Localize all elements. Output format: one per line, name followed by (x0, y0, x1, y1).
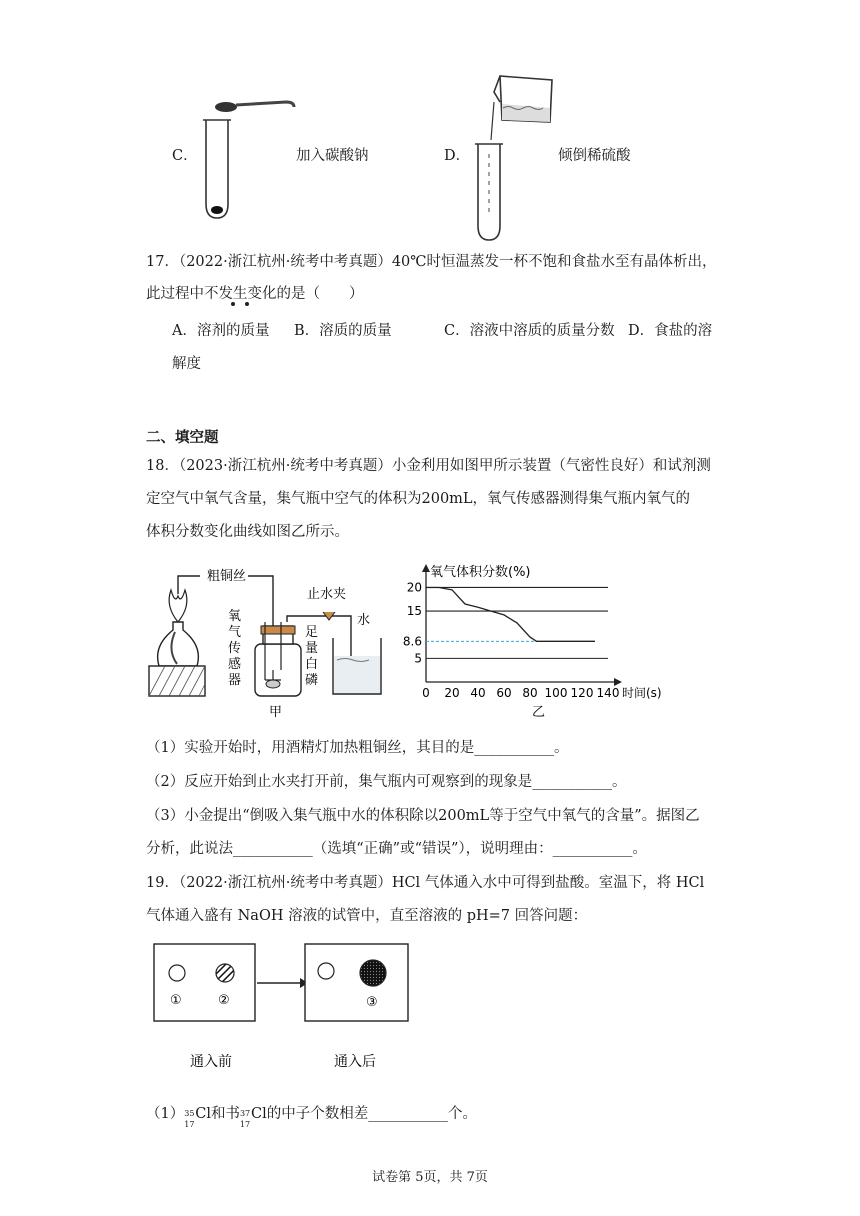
q17-option-b: B．溶质的质量 (294, 323, 392, 339)
mark-3: ③ (366, 995, 378, 1010)
chart-title: 氧气体积分数(%) (430, 565, 531, 580)
q17-stem-line2: 此过程中不发生变化的是（ ） (146, 286, 364, 302)
emphasis-dot (245, 302, 249, 306)
q18-sub1: （1）实验开始时，用酒精灯加热粗铜丝，其目的是___________。 (146, 740, 569, 756)
q17-option-d: D．食盐的溶 (628, 323, 713, 339)
q18-stem-line2: 定空气中氧气含量，集气瓶中空气的体积为200mL，氧气传感器测得集气瓶内氧气的 (146, 491, 691, 507)
q18-sub2: （2）反应开始到止水夹打开前，集气瓶内可观察到的现象是___________。 (146, 774, 627, 790)
label-water: 水 (357, 613, 371, 628)
emphasis-dot (231, 302, 235, 306)
y-tick-label: 5 (414, 651, 422, 666)
label-sensor-4: 感 (228, 657, 242, 672)
box-before (154, 944, 255, 1021)
x-tick-label: 120 (570, 686, 594, 700)
label-sensor-3: 传 (228, 641, 242, 656)
x-tick-label: 60 (496, 686, 512, 700)
x-tick-label: 100 (544, 686, 568, 700)
box-after (305, 944, 408, 1021)
particle-3-icon (360, 960, 386, 986)
apparatus-figure-jia (145, 560, 395, 722)
pour-acid-figure (470, 68, 570, 243)
option-d-letter: D． (444, 148, 471, 164)
label-phosphorus-3: 白 (305, 657, 319, 672)
x-axis-label: 时间(s) (622, 686, 662, 700)
q17-option-d-cont: 解度 (172, 356, 201, 372)
q17-stem-line1: 17．（2022·浙江杭州·统考中考真题）40℃时恒温蒸发一杯不饱和食盐水至有晶体析出， (146, 254, 717, 270)
particle-diagram (150, 940, 410, 1080)
page-footer: 试卷第 5页，共 7页 (372, 1170, 488, 1185)
label-sensor-1: 氧 (228, 609, 242, 624)
oxygen-curve (426, 588, 595, 642)
oxygen-chart (398, 560, 668, 722)
q19-stem-line1: 19．（2022·浙江杭州·统考中考真题）HCl 气体通入水中可得到盐酸。室温下，将 HCl (146, 875, 705, 891)
label-sensor-5: 器 (228, 673, 242, 688)
q18-sub3-line2: 分析，此说法___________（选填“正确”或“错误”），说明理由：___________。 (146, 841, 647, 857)
x-tick-label: 140 (596, 686, 620, 700)
option-d-text: 倾倒稀硫酸 (558, 148, 631, 164)
label-after: 通入后 (334, 1054, 376, 1070)
mark-1: ① (170, 993, 182, 1008)
option-c-letter: C． (172, 148, 198, 164)
label-clamp: 止水夹 (307, 587, 347, 602)
x-tick-label: 20 (444, 686, 460, 700)
x-arrow-icon (614, 678, 622, 686)
q18-stem-line1: 18．（2023·浙江杭州·统考中考真题）小金利用如图甲所示装置（气密性良好）和试剂测 (146, 458, 711, 474)
q17-option-c: C．溶液中溶质的质量分数 (444, 323, 615, 339)
label-before: 通入前 (190, 1054, 232, 1070)
particle-1-icon (169, 965, 185, 981)
label-sensor-2: 气 (228, 625, 242, 640)
spatula-test-tube-figure (198, 92, 308, 222)
label-copper-wire: 粗铜丝 (207, 569, 247, 584)
q19-sub1: （1） 35 17 Cl和书 37 17 Cl的中子个数相差___________个。 (146, 1106, 477, 1129)
label-phosphorus-2: 量 (305, 641, 319, 656)
section-title: 二、填空题 (146, 429, 219, 446)
y-tick-label: 15 (406, 604, 422, 619)
q17-option-a: A．溶剂的质量 (172, 323, 270, 339)
q18-stem-line3: 体积分数变化曲线如图乙所示。 (146, 524, 349, 540)
label-phosphorus-1: 足 (305, 625, 319, 640)
q19-stem-line2: 气体通入盛有 NaOH 溶液的试管中，直至溶液的 pH=7 回答问题： (146, 908, 588, 924)
spatula-scoop-icon (215, 102, 237, 112)
mark-2: ② (218, 993, 230, 1008)
y-tick-label: 8.6 (402, 634, 422, 649)
particle-2-icon (216, 964, 234, 982)
y-tick-label: 20 (406, 580, 422, 595)
y-arrow-icon (422, 564, 430, 572)
caption-jia: 甲 (269, 705, 283, 720)
particle-1-icon (318, 963, 334, 979)
q18-sub3-line1: （3）小金提出“倒吸入集气瓶中水的体积除以200mL等于空气中氧气的含量”。据图乙 (146, 808, 700, 824)
x-tick-label: 40 (470, 686, 486, 700)
caption-yi: 乙 (532, 705, 546, 720)
x-tick-label: 0 (422, 686, 430, 700)
option-c-text: 加入碳酸钠 (296, 148, 369, 164)
x-tick-label: 80 (522, 686, 538, 700)
label-phosphorus-4: 磷 (305, 673, 319, 688)
